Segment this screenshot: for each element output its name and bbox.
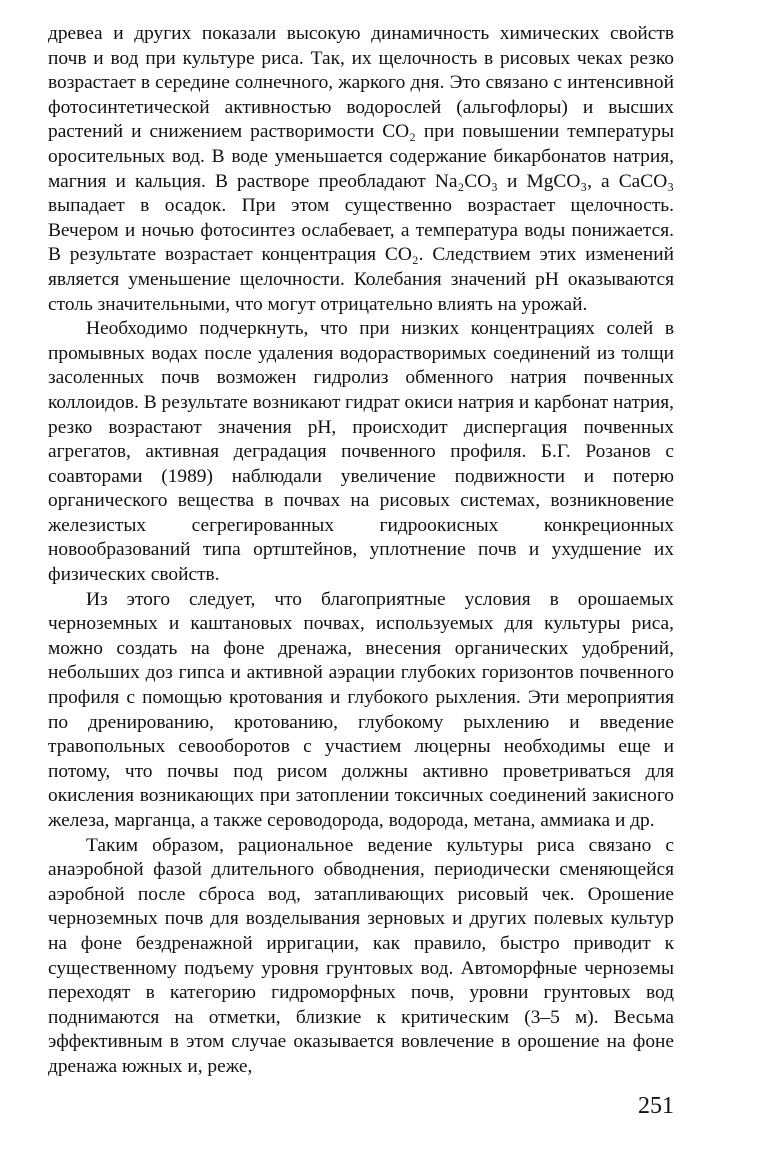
- paragraph-2: Необходимо подчеркнуть, что при низких концентрациях солей в промывных водах после удаления водорастворимых соединений из толщи засоленных почв возможен гидролиз обменного натрия почвенных коллоидов. В результате возникают гидрат окиси натрия и карбонат натрия, резко возрастают значения pH, происходит диспергация почвенных агрегатов, активная деградация почвенного профиля. Б.Г. Розанов с соавторами (1989) наблюдали увеличение подвижности и потерю органического вещества в почвах на рисовых системах, возникновение железистых сегрегированных гидроокисных конкреционных новообразований типа ортштейнов, уплотнение почв и ухудшение их физических свойств.: [48, 318, 674, 586]
- page-number: 251: [638, 1093, 674, 1119]
- paragraph-1: древеа и других показали высокую динамичность химических свойств почв и вод при культуре риса. Так, их щелочность в рисовых чеках резко возрастает в середине солнечного, жаркого дня. Это связано с интенсивной фотосинтетической активностью водорослей (альгофлоры) и высших растений и снижением растворимости CO₂ при повышении температуры оросительных вод. В воде уменьшается содержание бикарбонатов натрия, магния и кальция. В растворе преобладают Na₂CO₃ и MgCO₃, а CaCO₃ выпадает в осадок. При этом существенно возрастает щелочность. Вечером и ночью фотосинтез ослабевает, а температура воды понижается. В результате возрастает концентрация CO₂. Следствием этих изменений является уменьшение щелочности. Колебания значений pH оказываются столь значительными, что могут отрицательно влиять на урожай.: [48, 23, 674, 315]
- page-body: [48, 22, 674, 1080]
- paragraph-3: Из этого следует, что благоприятные условия в орошаемых черноземных и каштановых почвах, используемых для культуры риса, можно создать на фоне дренажа, внесения органических удобрений, небольших доз гипса и активной аэрации глубоких горизонтов почвенного профиля с помощью кротования и глубокого рыхления. Эти мероприятия по дренированию, кротованию, глубокому рыхлению и введение травопольных севооборотов с участием люцерны необходимы еще и потому, что почвы под рисом должны активно проветриваться для окисления возникающих при затоплении токсичных соединений закисного железа, марганца, а также сероводорода, водорода, метана, аммиака и др.: [48, 588, 674, 831]
- paragraph-4: Таким образом, рациональное ведение культуры риса связано с анаэробной фазой длительного обводнения, периодически сменяющейся аэробной после сброса вод, затапливающих рисовый чек. Орошение черноземных почв для возделывания зерновых и других полевых культур на фоне бездренажной ирригации, как правило, быстро приводит к существенному подъему уровня грунтовых вод. Автоморфные черноземы переходят в категорию гидроморфных почв, уровни грунтовых вод поднимаются на отметки, близкие к критическим (3–5 м). Весьма эффективным в этом случае оказывается вовлечение в орошение на фоне дренажа южных и, реже,: [48, 834, 674, 1077]
